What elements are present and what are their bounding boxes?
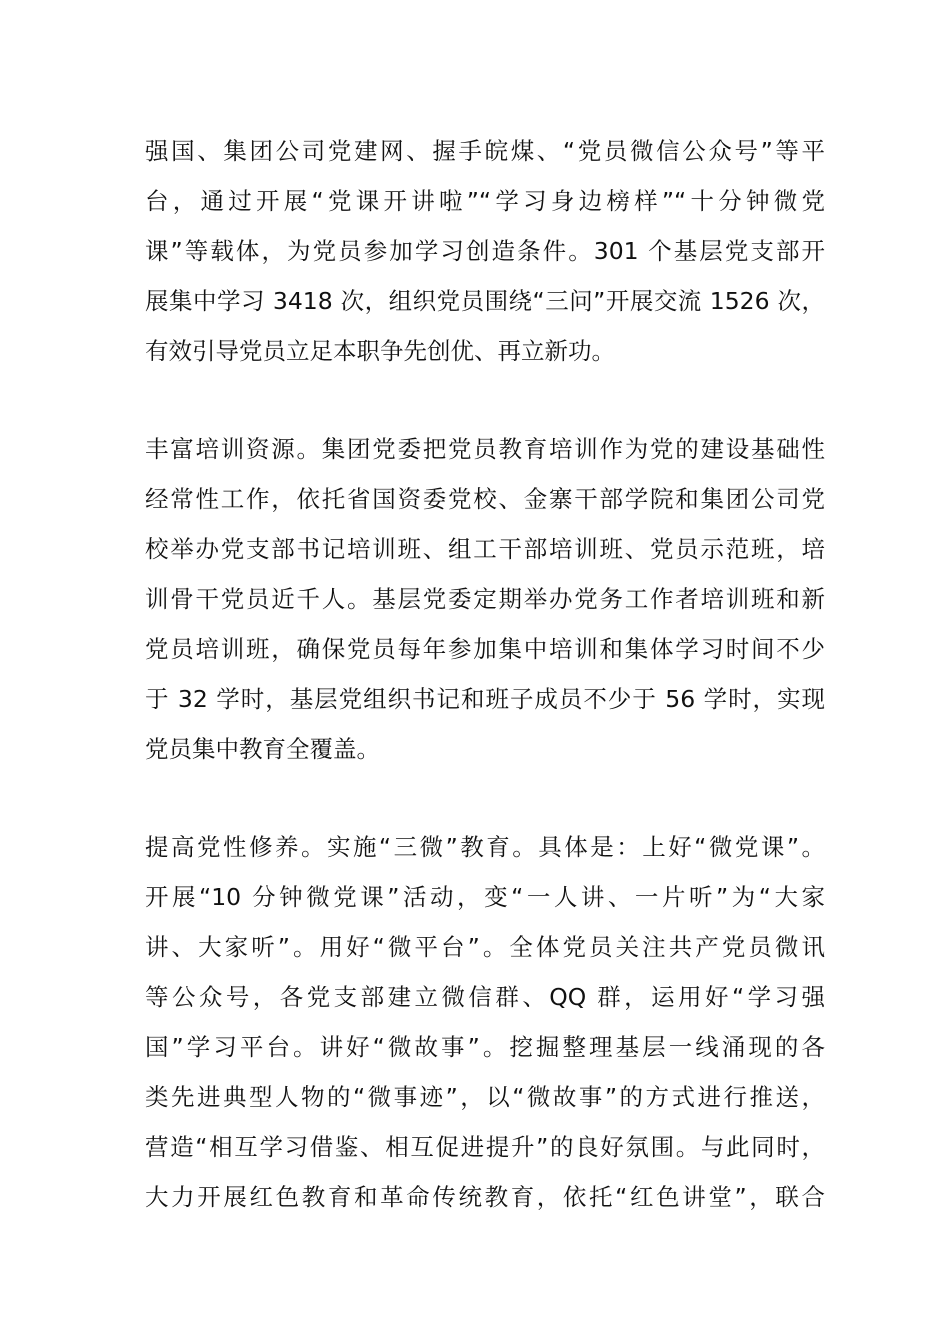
text-line: 讲、大家听”。用好“微平台”。全体党员关注共产党员微讯 (145, 933, 825, 961)
text-line: 强国、集团公司党建网、握手皖煤、“党员微信公众号”等平 (145, 137, 825, 165)
text-line: 训骨干党员近千人。基层党委定期举办党务工作者培训班和新 (145, 585, 825, 613)
text-line: 展集中学习 3418 次，组织党员围绕“三问”开展交流 1526 次， (145, 287, 825, 315)
text-line: 党员培训班，确保党员每年参加集中培训和集体学习时间不少 (145, 635, 825, 663)
text-line: 等公众号，各党支部建立微信群、QQ 群，运用好“学习强 (145, 983, 825, 1011)
paragraph-party-spirit (145, 822, 825, 1222)
text-line: 开展“10 分钟微党课”活动，变“一人讲、一片听”为“大家 (145, 883, 825, 911)
text-line: 经常性工作，依托省国资委党校、金寨干部学院和集团公司党 (145, 485, 825, 513)
text-line: 台，通过开展“党课开讲啦”“学习身边榜样”“十分钟微党 (145, 187, 825, 215)
text-line: 党员集中教育全覆盖。 (145, 735, 380, 763)
paragraph-training-resources (145, 424, 825, 774)
text-line: 营造“相互学习借鉴、相互促进提升”的良好氛围。与此同时， (145, 1133, 825, 1161)
text-line: 国”学习平台。讲好“微故事”。挖掘整理基层一线涌现的各 (145, 1033, 825, 1061)
paragraph-study-platforms (145, 126, 825, 376)
text-line: 提高党性修养。实施“三微”教育。具体是：上好“微党课”。 (145, 833, 825, 861)
text-line: 于 32 学时，基层党组织书记和班子成员不少于 56 学时，实现 (145, 685, 825, 713)
text-line: 有效引导党员立足本职争先创优、再立新功。 (145, 337, 615, 365)
text-line: 大力开展红色教育和革命传统教育，依托“红色讲堂”，联合 (145, 1183, 825, 1211)
text-line: 课”等载体，为党员参加学习创造条件。301 个基层党支部开 (145, 237, 825, 265)
text-line: 类先进典型人物的“微事迹”，以“微故事”的方式进行推送， (145, 1083, 825, 1111)
text-line: 校举办党支部书记培训班、组工干部培训班、党员示范班，培 (145, 535, 825, 563)
text-line: 丰富培训资源。集团党委把党员教育培训作为党的建设基础性 (145, 435, 825, 463)
